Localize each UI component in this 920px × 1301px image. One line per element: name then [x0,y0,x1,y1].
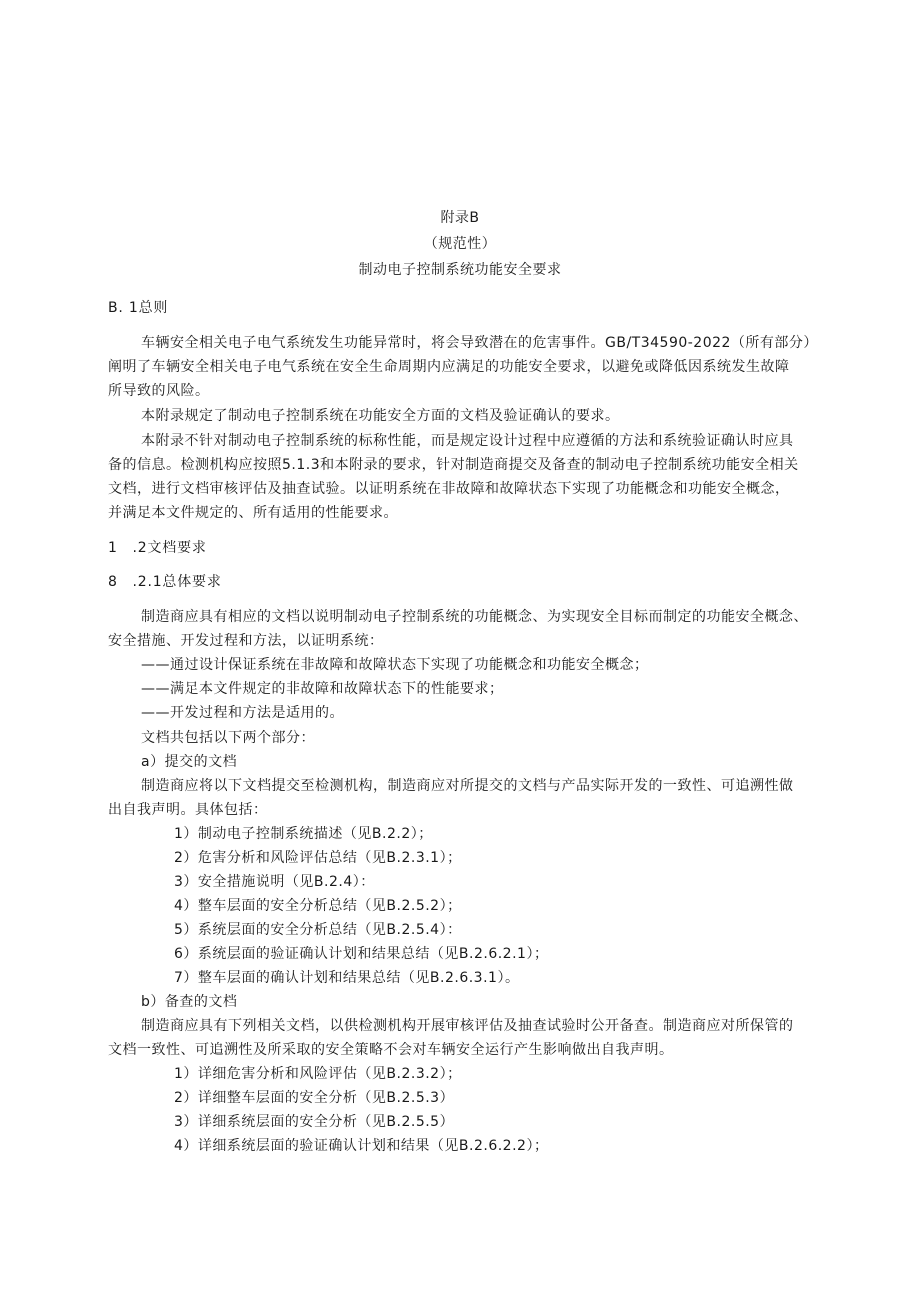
paragraph-line: 所导致的风险。 [108,383,210,399]
list-item: 2）详细整车层面的安全分析（见B.2.5.3） [174,1090,455,1106]
list-item: 6）系统层面的验证确认计划和结果总结（见B.2.6.2.1）； [174,946,549,962]
paragraph-line: 制造商应具有下列相关文档，以供检测机构开展审核评估及抽查试验时公开备查。制造商应对所保管的 [141,1018,794,1034]
normative-label: （规范性） [423,236,497,252]
paragraph-line: 文档，进行文档审核评估及抽查试验。以证明系统在非故障和故障状态下实现了功能概念和功能安全概念， [108,481,790,497]
paragraph-line: 安全措施、开发过程和方法，以证明系统： [108,633,384,649]
paragraph-line: 文档共包括以下两个部分： [141,730,315,746]
list-item: 4）整车层面的安全分析总结（见B.2.5.2）； [174,898,462,914]
paragraph-line: 并满足本文件规定的、所有适用的性能要求。 [108,505,398,521]
paragraph-line: 制造商应具有相应的文档以说明制动电子控制系统的功能概念、为实现安全目标而制定的功能安全概念、 [141,609,808,625]
list-item: 3）详细系统层面的安全分析（见B.2.5.5） [174,1114,455,1130]
paragraph-line: 本附录不针对制动电子控制系统的标称性能，而是规定设计过程中应遵循的方法和系统验证确认时应具 [141,433,794,449]
section-heading-b1: B. 1总则 [108,300,169,316]
list-item: 7）整车层面的确认计划和结果总结（见B.2.6.3.1）。 [174,970,520,986]
list-item: 5）系统层面的安全分析总结（见B.2.5.4）： [174,922,462,938]
part-b-heading: b）备查的文档 [141,994,238,1010]
section-heading-b21: 8 .2.1总体要求 [108,574,222,590]
paragraph-line: 车辆安全相关电子电气系统发生功能异常时，将会导致潜在的危害事件。GB/T34590-2022（所有部分） [141,335,818,351]
appendix-label: 附录B [440,210,480,226]
list-item: 1）制动电子控制系统描述（见B.2.2）； [174,826,433,842]
dash-item: ——满足本文件规定的非故障和故障状态下的性能要求； [141,681,504,697]
appendix-title: 制动电子控制系统功能安全要求 [358,262,562,278]
paragraph-line: 阐明了车辆安全相关电子电气系统在安全生命周期内应满足的功能安全要求，以避免或降低因系统发生故障 [108,359,790,375]
dash-item: ——通过设计保证系统在非故障和故障状态下实现了功能概念和功能安全概念； [141,657,649,673]
list-item: 3）安全措施说明（见B.2.4）： [174,874,375,890]
paragraph-line: 本附录规定了制动电子控制系统在功能安全方面的文档及验证确认的要求。 [141,408,620,424]
dash-item: ——开发过程和方法是适用的。 [141,705,344,721]
paragraph-line: 出自我声明。具体包括： [108,802,268,818]
list-item: 1）详细危害分析和风险评估（见B.2.3.2）； [174,1066,462,1082]
section-heading-b2: 1 .2文档要求 [108,540,207,556]
list-item: 4）详细系统层面的验证确认计划和结果（见B.2.6.2.2）； [174,1138,549,1154]
part-a-heading: a）提交的文档 [141,754,238,770]
paragraph-line: 文档一致性、可追溯性及所采取的安全策略不会对车辆安全运行产生影响做出自我声明。 [108,1042,674,1058]
paragraph-line: 制造商应将以下文档提交至检测机构，制造商应对所提交的文档与产品实际开发的一致性、可追溯性做 [141,778,794,794]
paragraph-line: 备的信息。检测机构应按照5.1.3和本附录的要求，针对制造商提交及备查的制动电子控制系统功能安全相关 [108,457,799,473]
list-item: 2）危害分析和风险评估总结（见B.2.3.1）； [174,850,462,866]
